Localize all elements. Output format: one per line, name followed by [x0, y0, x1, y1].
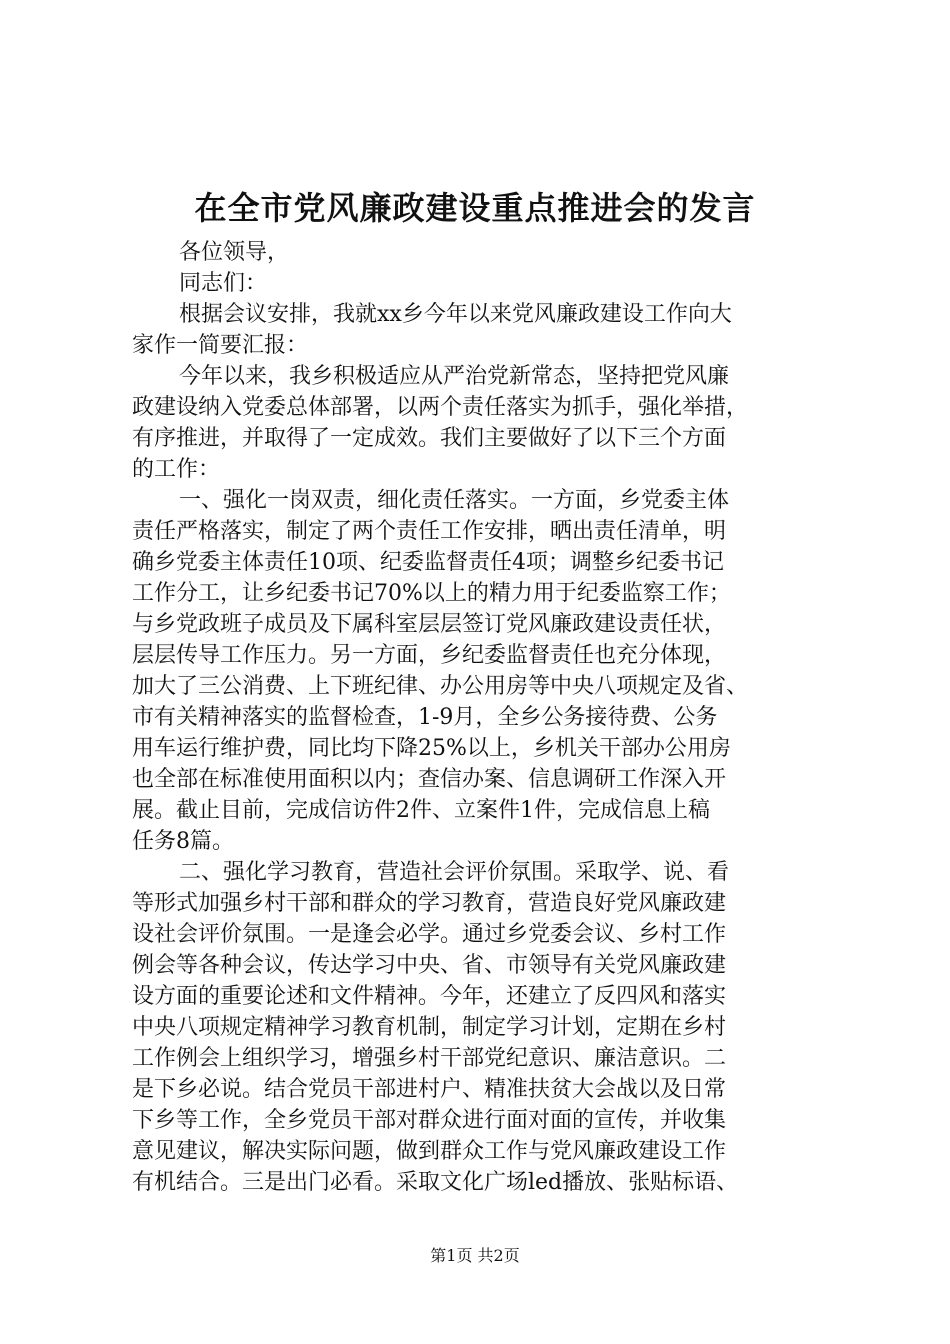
body-line: 等形式加强乡村干部和群众的学习教育，营造良好党风廉政建 [132, 891, 727, 916]
body-line: 是下乡必说。结合党员干部进村户、精准扶贫大会战以及日常 [132, 1077, 727, 1102]
body-line: 责任严格落实，制定了两个责任工作安排，晒出责任清单，明 [132, 519, 727, 544]
body-line: 各位领导， [179, 240, 290, 265]
body-line: 有序推进，并取得了一定成效。我们主要做好了以下三个方面 [132, 426, 727, 451]
body-line: 工作例会上组织学习，增强乡村干部党纪意识、廉洁意识。二 [132, 1046, 727, 1071]
body-line: 家作一简要汇报： [132, 333, 309, 358]
body-line: 市有关精神落实的监督检查，1-9月，全乡公务接待费、公务 [132, 705, 718, 730]
body-line: 用车运行维护费，同比均下降25%以上，乡机关干部办公用房 [132, 736, 731, 761]
body-line: 设社会评价氛围。一是逢会必学。通过乡党委会议、乡村工作 [132, 922, 727, 947]
body-line: 展。截止目前，完成信访件2件、立案件1件，完成信息上稿 [132, 798, 710, 823]
body-line: 加大了三公消费、上下班纪律、办公用房等中央八项规定及省、 [132, 674, 749, 699]
body-line: 也全部在标准使用面积以内；查信办案、信息调研工作深入开 [132, 767, 727, 792]
body-line: 下乡等工作，全乡党员干部对群众进行面对面的宣传，并收集 [132, 1108, 727, 1133]
body-line: 二、强化学习教育，营造社会评价氛围。采取学、说、看 [179, 860, 730, 885]
body-line: 与乡党政班子成员及下属科室层层签订党风廉政建设责任状， [132, 612, 727, 637]
body-line: 一、强化一岗双责，细化责任落实。一方面，乡党委主体 [179, 488, 730, 513]
body-line: 层层传导工作压力。另一方面，乡纪委监督责任也充分体现， [132, 643, 727, 668]
body-line: 根据会议安排，我就xx乡今年以来党风廉政建设工作向大 [179, 302, 732, 327]
body-line: 政建设纳入党委总体部署，以两个责任落实为抓手，强化举措， [132, 395, 749, 420]
body-line: 有机结合。三是出门必看。采取文化广场led播放、张贴标语、 [132, 1170, 739, 1195]
body-line: 例会等各种会议，传达学习中央、省、市领导有关党风廉政建 [132, 953, 727, 978]
body-line: 设方面的重要论述和文件精神。今年，还建立了反四风和落实 [132, 984, 727, 1009]
page-footer: 第1页 共2页 [430, 1246, 520, 1265]
document-body [132, 237, 832, 1198]
body-line: 今年以来，我乡积极适应从严治党新常态，坚持把党风廉 [179, 364, 730, 389]
body-line: 同志们： [179, 271, 268, 296]
body-line: 的工作： [132, 457, 221, 482]
body-line: 任务8篇。 [132, 829, 234, 854]
body-line: 工作分工，让乡纪委书记70%以上的精力用于纪委监察工作； [132, 581, 731, 606]
document-title: 在全市党风廉政建设重点推进会的发言 [194, 189, 756, 227]
body-line: 确乡党委主体责任10项、纪委监督责任4项；调整乡纪委书记 [132, 550, 724, 575]
body-line: 中央八项规定精神学习教育机制，制定学习计划，定期在乡村 [132, 1015, 727, 1040]
body-line: 意见建议，解决实际问题，做到群众工作与党风廉政建设工作 [132, 1139, 727, 1164]
